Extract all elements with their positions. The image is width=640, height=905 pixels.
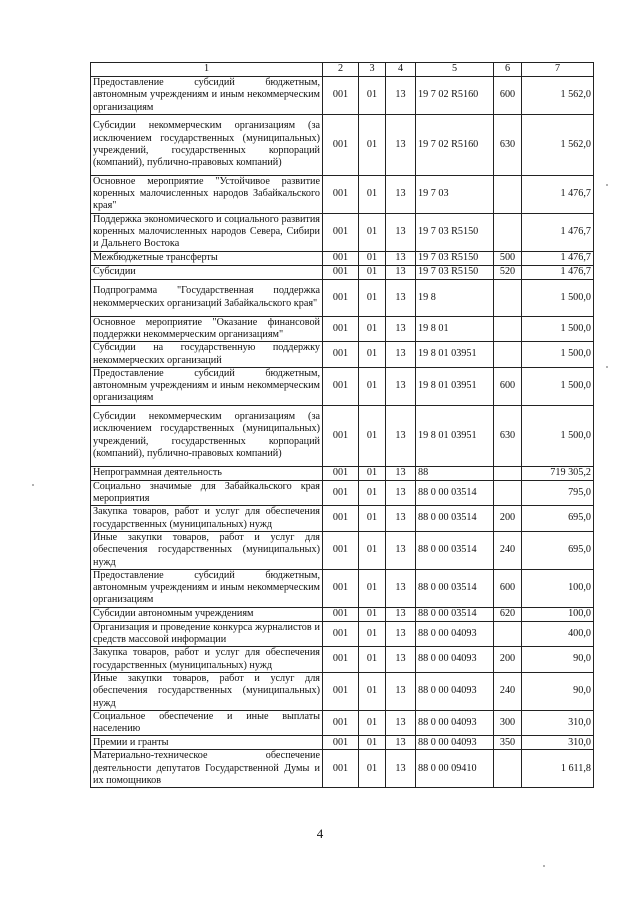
row-ministry-code: 001 bbox=[323, 316, 359, 342]
row-description: Материально-техническое обеспечение деятельности депутатов Государственной Думы и их помощников bbox=[91, 750, 323, 788]
row-expense-type: 350 bbox=[494, 736, 522, 750]
budget-table bbox=[90, 62, 594, 788]
row-description: Субсидии на государственную поддержку некоммерческих организаций bbox=[91, 342, 323, 368]
table-row bbox=[91, 480, 594, 506]
row-subsection-code: 13 bbox=[386, 367, 416, 405]
row-ministry-code: 001 bbox=[323, 750, 359, 788]
row-subsection-code: 13 bbox=[386, 569, 416, 607]
row-section-code: 01 bbox=[359, 405, 386, 466]
table-row bbox=[91, 367, 594, 405]
row-target-article: 88 0 00 03514 bbox=[416, 531, 494, 569]
row-ministry-code: 001 bbox=[323, 569, 359, 607]
row-target-article: 19 8 01 03951 bbox=[416, 405, 494, 466]
row-expense-type: 630 bbox=[494, 405, 522, 466]
table-row bbox=[91, 279, 594, 316]
row-target-article: 88 0 00 03514 bbox=[416, 480, 494, 506]
row-amount: 100,0 bbox=[522, 607, 594, 621]
row-description: Субсидии некоммерческим организациям (за исключением государственных (муниципальных) учреждений, государственных корпораций (компаний), публично-правовых компаний) bbox=[91, 114, 323, 175]
row-expense-type bbox=[494, 279, 522, 316]
table-row bbox=[91, 251, 594, 265]
table-row bbox=[91, 710, 594, 736]
scan-speck bbox=[606, 184, 608, 186]
row-target-article: 88 bbox=[416, 466, 494, 480]
header-col-6: 6 bbox=[494, 63, 522, 77]
row-expense-type: 240 bbox=[494, 531, 522, 569]
row-section-code: 01 bbox=[359, 342, 386, 368]
row-target-article: 19 7 03 R5150 bbox=[416, 213, 494, 251]
header-col-1: 1 bbox=[91, 63, 323, 77]
row-amount: 1 500,0 bbox=[522, 367, 594, 405]
row-amount: 1 476,7 bbox=[522, 213, 594, 251]
row-section-code: 01 bbox=[359, 367, 386, 405]
row-subsection-code: 13 bbox=[386, 279, 416, 316]
row-expense-type: 520 bbox=[494, 265, 522, 279]
row-ministry-code: 001 bbox=[323, 175, 359, 213]
row-amount: 400,0 bbox=[522, 621, 594, 647]
row-amount: 1 500,0 bbox=[522, 405, 594, 466]
table-row bbox=[91, 175, 594, 213]
row-ministry-code: 001 bbox=[323, 607, 359, 621]
row-section-code: 01 bbox=[359, 750, 386, 788]
row-target-article: 19 7 02 R5160 bbox=[416, 114, 494, 175]
row-section-code: 01 bbox=[359, 531, 386, 569]
row-amount: 719 305,2 bbox=[522, 466, 594, 480]
table-row bbox=[91, 736, 594, 750]
table-row bbox=[91, 607, 594, 621]
row-target-article: 19 7 03 R5150 bbox=[416, 265, 494, 279]
row-target-article: 88 0 00 04093 bbox=[416, 710, 494, 736]
row-subsection-code: 13 bbox=[386, 647, 416, 673]
row-section-code: 01 bbox=[359, 621, 386, 647]
table-row bbox=[91, 569, 594, 607]
row-ministry-code: 001 bbox=[323, 114, 359, 175]
row-expense-type: 630 bbox=[494, 114, 522, 175]
row-section-code: 01 bbox=[359, 480, 386, 506]
row-description: Социально значимые для Забайкальского края мероприятия bbox=[91, 480, 323, 506]
row-amount: 1 476,7 bbox=[522, 251, 594, 265]
row-description: Иные закупки товаров, работ и услуг для обеспечения государственных (муниципальных) нужд bbox=[91, 672, 323, 710]
row-target-article: 19 7 02 R5160 bbox=[416, 77, 494, 115]
row-ministry-code: 001 bbox=[323, 405, 359, 466]
table-row bbox=[91, 531, 594, 569]
row-section-code: 01 bbox=[359, 77, 386, 115]
row-target-article: 88 0 00 04093 bbox=[416, 621, 494, 647]
row-section-code: 01 bbox=[359, 251, 386, 265]
row-expense-type: 200 bbox=[494, 647, 522, 673]
table-row bbox=[91, 647, 594, 673]
row-ministry-code: 001 bbox=[323, 367, 359, 405]
row-ministry-code: 001 bbox=[323, 213, 359, 251]
row-subsection-code: 13 bbox=[386, 750, 416, 788]
row-section-code: 01 bbox=[359, 736, 386, 750]
row-expense-type: 300 bbox=[494, 710, 522, 736]
row-amount: 310,0 bbox=[522, 710, 594, 736]
row-ministry-code: 001 bbox=[323, 342, 359, 368]
table-row bbox=[91, 265, 594, 279]
row-target-article: 88 0 00 03514 bbox=[416, 506, 494, 532]
row-description: Межбюджетные трансферты bbox=[91, 251, 323, 265]
row-target-article: 19 8 01 03951 bbox=[416, 342, 494, 368]
row-subsection-code: 13 bbox=[386, 316, 416, 342]
row-target-article: 88 0 00 04093 bbox=[416, 736, 494, 750]
page-number: 4 bbox=[316, 826, 324, 841]
row-ministry-code: 001 bbox=[323, 466, 359, 480]
row-description: Организация и проведение конкурса журналистов и средств массовой информации bbox=[91, 621, 323, 647]
row-expense-type bbox=[494, 213, 522, 251]
row-target-article: 88 0 00 04093 bbox=[416, 647, 494, 673]
row-amount: 310,0 bbox=[522, 736, 594, 750]
row-expense-type bbox=[494, 466, 522, 480]
row-ministry-code: 001 bbox=[323, 279, 359, 316]
row-amount: 1 476,7 bbox=[522, 265, 594, 279]
row-ministry-code: 001 bbox=[323, 621, 359, 647]
row-subsection-code: 13 bbox=[386, 607, 416, 621]
row-section-code: 01 bbox=[359, 647, 386, 673]
row-section-code: 01 bbox=[359, 710, 386, 736]
row-description: Премии и гранты bbox=[91, 736, 323, 750]
row-subsection-code: 13 bbox=[386, 672, 416, 710]
row-subsection-code: 13 bbox=[386, 710, 416, 736]
row-ministry-code: 001 bbox=[323, 710, 359, 736]
row-description: Поддержка экономического и социального развития коренных малочисленных народов Севера, Сибири и Дальнего Востока bbox=[91, 213, 323, 251]
row-section-code: 01 bbox=[359, 175, 386, 213]
row-expense-type bbox=[494, 750, 522, 788]
row-section-code: 01 bbox=[359, 466, 386, 480]
row-section-code: 01 bbox=[359, 279, 386, 316]
row-expense-type: 600 bbox=[494, 367, 522, 405]
row-target-article: 88 0 00 04093 bbox=[416, 672, 494, 710]
row-ministry-code: 001 bbox=[323, 251, 359, 265]
row-target-article: 19 8 01 03951 bbox=[416, 367, 494, 405]
row-section-code: 01 bbox=[359, 672, 386, 710]
row-expense-type: 500 bbox=[494, 251, 522, 265]
row-description: Предоставление субсидий бюджетным, автономным учреждениям и иным некоммерческим организациям bbox=[91, 367, 323, 405]
row-target-article: 88 0 00 09410 bbox=[416, 750, 494, 788]
header-col-2: 2 bbox=[323, 63, 359, 77]
row-description: Основное мероприятие "Устойчивое развитие коренных малочисленных народов Забайкальского края" bbox=[91, 175, 323, 213]
row-section-code: 01 bbox=[359, 265, 386, 279]
row-target-article: 19 8 bbox=[416, 279, 494, 316]
row-description: Закупка товаров, работ и услуг для обеспечения государственных (муниципальных) нужд bbox=[91, 506, 323, 532]
row-description: Субсидии некоммерческим организациям (за исключением государственных (муниципальных) учреждений, государственных корпораций (компаний), публично-правовых компаний) bbox=[91, 405, 323, 466]
row-amount: 90,0 bbox=[522, 647, 594, 673]
row-amount: 1 500,0 bbox=[522, 279, 594, 316]
header-col-3: 3 bbox=[359, 63, 386, 77]
table-row bbox=[91, 342, 594, 368]
table-row bbox=[91, 77, 594, 115]
row-subsection-code: 13 bbox=[386, 213, 416, 251]
row-amount: 1 476,7 bbox=[522, 175, 594, 213]
row-target-article: 19 7 03 R5150 bbox=[416, 251, 494, 265]
row-description: Непрограммная деятельность bbox=[91, 466, 323, 480]
row-section-code: 01 bbox=[359, 607, 386, 621]
row-ministry-code: 001 bbox=[323, 736, 359, 750]
row-description: Основное мероприятие "Оказание финансовой поддержки некоммерческим организациям" bbox=[91, 316, 323, 342]
row-subsection-code: 13 bbox=[386, 506, 416, 532]
row-ministry-code: 001 bbox=[323, 77, 359, 115]
row-amount: 1 500,0 bbox=[522, 342, 594, 368]
row-section-code: 01 bbox=[359, 114, 386, 175]
table-header-row bbox=[91, 63, 594, 77]
table-row bbox=[91, 621, 594, 647]
table-row bbox=[91, 466, 594, 480]
table-row bbox=[91, 405, 594, 466]
row-description: Закупка товаров, работ и услуг для обеспечения государственных (муниципальных) нужд bbox=[91, 647, 323, 673]
row-description: Предоставление субсидий бюджетным, автономным учреждениям и иным некоммерческим организациям bbox=[91, 77, 323, 115]
row-amount: 1 562,0 bbox=[522, 114, 594, 175]
row-description: Субсидии автономным учреждениям bbox=[91, 607, 323, 621]
row-ministry-code: 001 bbox=[323, 506, 359, 532]
scan-speck bbox=[606, 366, 608, 368]
table-row bbox=[91, 506, 594, 532]
row-section-code: 01 bbox=[359, 506, 386, 532]
row-expense-type bbox=[494, 621, 522, 647]
header-col-4: 4 bbox=[386, 63, 416, 77]
row-subsection-code: 13 bbox=[386, 342, 416, 368]
row-target-article: 19 8 01 bbox=[416, 316, 494, 342]
row-expense-type: 620 bbox=[494, 607, 522, 621]
row-subsection-code: 13 bbox=[386, 531, 416, 569]
row-amount: 695,0 bbox=[522, 506, 594, 532]
table-row bbox=[91, 750, 594, 788]
row-section-code: 01 bbox=[359, 569, 386, 607]
row-description: Подпрограмма "Государственная поддержка некоммерческих организаций Забайкальского края" bbox=[91, 279, 323, 316]
row-section-code: 01 bbox=[359, 316, 386, 342]
row-subsection-code: 13 bbox=[386, 114, 416, 175]
row-expense-type: 600 bbox=[494, 569, 522, 607]
row-subsection-code: 13 bbox=[386, 480, 416, 506]
row-subsection-code: 13 bbox=[386, 265, 416, 279]
row-ministry-code: 001 bbox=[323, 531, 359, 569]
row-expense-type bbox=[494, 316, 522, 342]
row-expense-type bbox=[494, 342, 522, 368]
row-subsection-code: 13 bbox=[386, 736, 416, 750]
row-amount: 100,0 bbox=[522, 569, 594, 607]
scan-speck bbox=[543, 865, 545, 867]
row-subsection-code: 13 bbox=[386, 405, 416, 466]
scan-speck bbox=[32, 484, 34, 486]
row-ministry-code: 001 bbox=[323, 480, 359, 506]
row-subsection-code: 13 bbox=[386, 77, 416, 115]
header-col-7: 7 bbox=[522, 63, 594, 77]
row-ministry-code: 001 bbox=[323, 265, 359, 279]
row-target-article: 88 0 00 03514 bbox=[416, 607, 494, 621]
row-description: Предоставление субсидий бюджетным, автономным учреждениям и иным некоммерческим организациям bbox=[91, 569, 323, 607]
table-row bbox=[91, 672, 594, 710]
header-col-5: 5 bbox=[416, 63, 494, 77]
row-description: Субсидии bbox=[91, 265, 323, 279]
row-target-article: 88 0 00 03514 bbox=[416, 569, 494, 607]
row-ministry-code: 001 bbox=[323, 647, 359, 673]
row-subsection-code: 13 bbox=[386, 621, 416, 647]
row-description: Социальное обеспечение и иные выплаты населению bbox=[91, 710, 323, 736]
row-subsection-code: 13 bbox=[386, 251, 416, 265]
row-subsection-code: 13 bbox=[386, 466, 416, 480]
row-amount: 1 500,0 bbox=[522, 316, 594, 342]
table-row bbox=[91, 316, 594, 342]
row-amount: 1 562,0 bbox=[522, 77, 594, 115]
row-expense-type bbox=[494, 480, 522, 506]
row-amount: 795,0 bbox=[522, 480, 594, 506]
row-expense-type: 200 bbox=[494, 506, 522, 532]
row-target-article: 19 7 03 bbox=[416, 175, 494, 213]
row-description: Иные закупки товаров, работ и услуг для обеспечения государственных (муниципальных) нужд bbox=[91, 531, 323, 569]
row-amount: 1 611,8 bbox=[522, 750, 594, 788]
table-row bbox=[91, 114, 594, 175]
row-amount: 695,0 bbox=[522, 531, 594, 569]
row-expense-type: 600 bbox=[494, 77, 522, 115]
table-row bbox=[91, 213, 594, 251]
row-section-code: 01 bbox=[359, 213, 386, 251]
row-expense-type: 240 bbox=[494, 672, 522, 710]
row-subsection-code: 13 bbox=[386, 175, 416, 213]
row-ministry-code: 001 bbox=[323, 672, 359, 710]
row-amount: 90,0 bbox=[522, 672, 594, 710]
row-expense-type bbox=[494, 175, 522, 213]
